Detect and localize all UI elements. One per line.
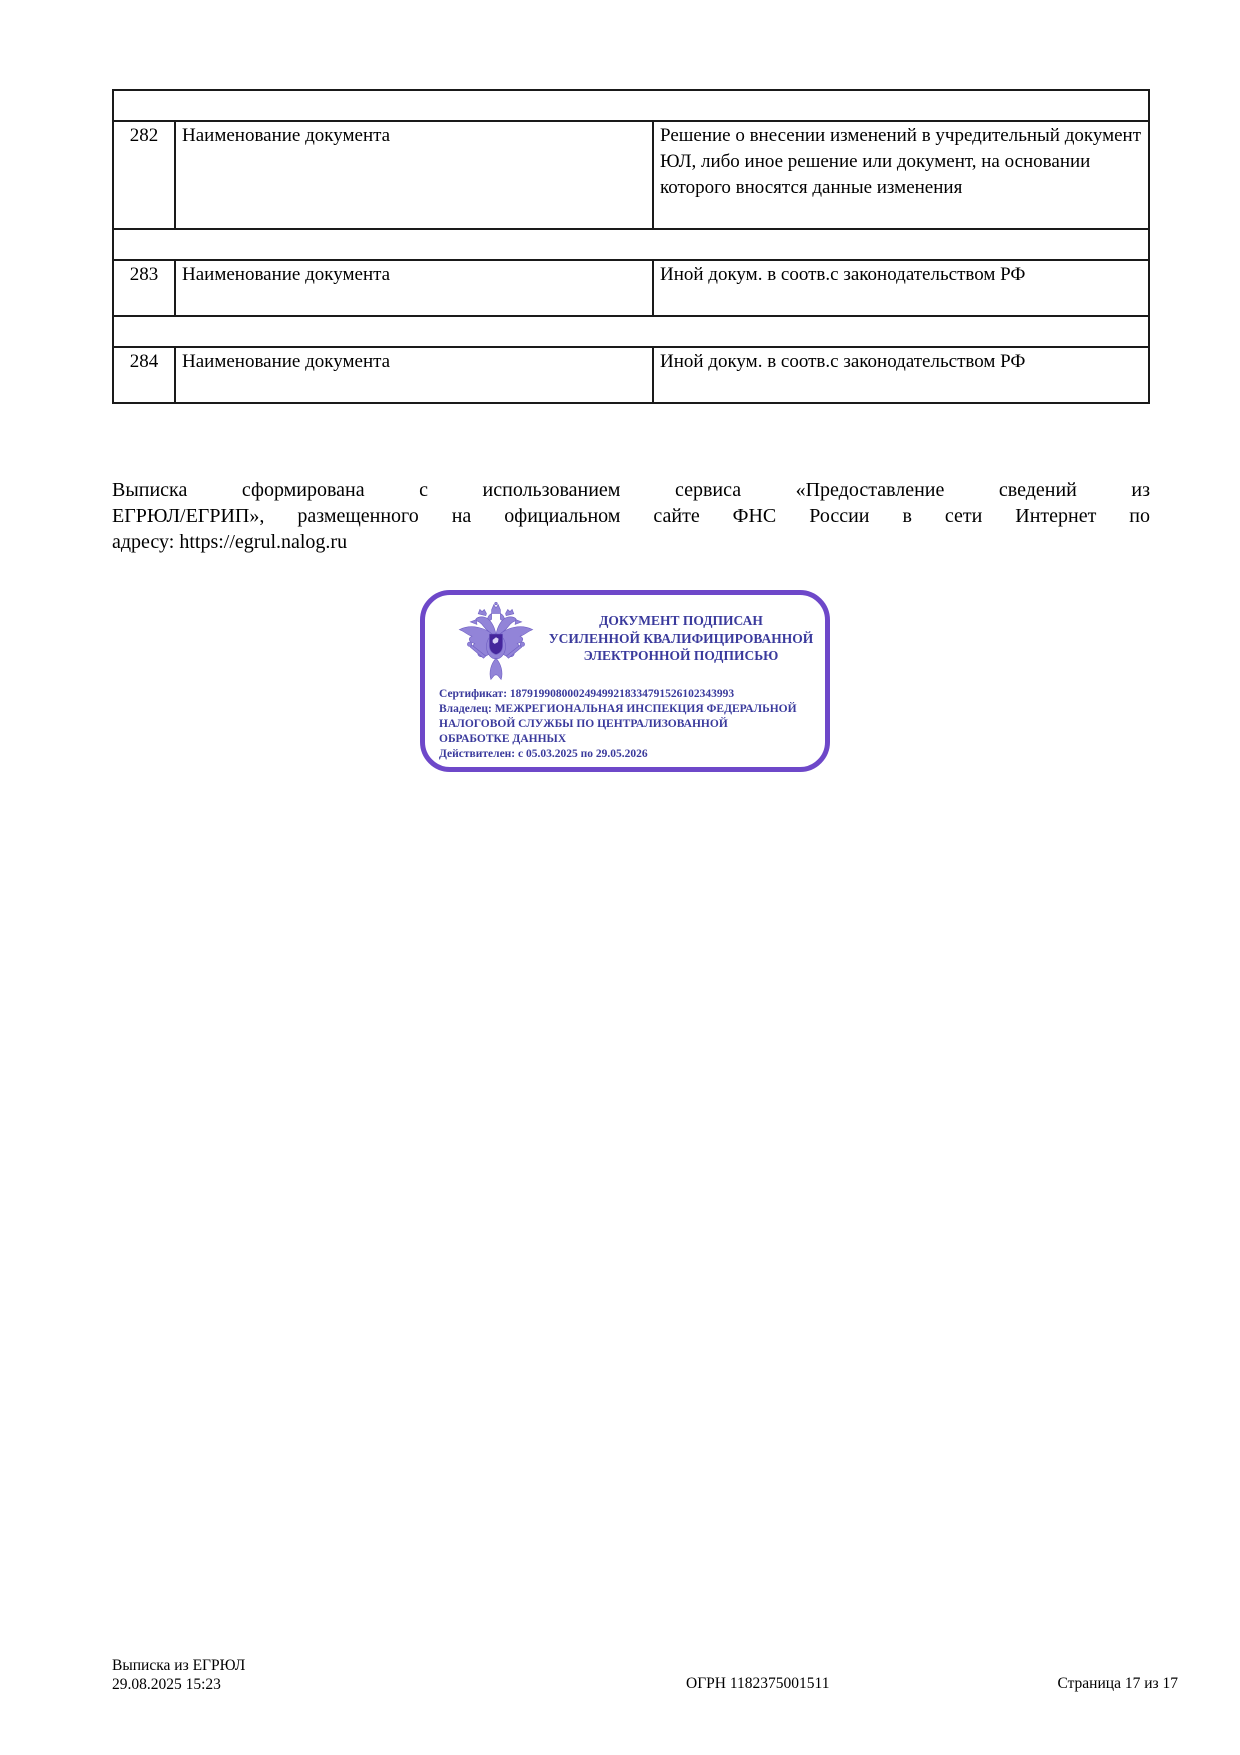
documents-table (112, 89, 1150, 404)
validity-line (439, 747, 797, 762)
footer-ogrn: ОГРН 1182375001511 (686, 1675, 830, 1692)
signature-stamp (420, 590, 830, 772)
stamp-title-line: ЭЛЕКТРОННОЙ ПОДПИСЬЮ (583, 648, 779, 663)
row-value: Иной докум. в соотв.с законодательством РФ (653, 260, 1149, 316)
owner-label: Владелец: (439, 703, 492, 715)
table-spacer-row (113, 90, 1149, 121)
stamp-title-line: УСИЛЕННОЙ КВАЛИФИЦИРОВАННОЙ (548, 630, 814, 646)
footer-page-number: Страница 17 из 17 (1057, 1675, 1178, 1692)
certificate-line (439, 687, 797, 702)
validity-label: Действителен: (439, 748, 516, 760)
service-note-line: Выписка сформирована с использованием сервиса «Предоставление сведений из (112, 479, 1150, 501)
stamp-details (439, 687, 797, 762)
table-spacer-row (113, 229, 1149, 260)
owner-value: МЕЖРЕГИОНАЛЬНАЯ ИНСПЕКЦИЯ ФЕДЕРАЛЬНОЙ НАЛОГОВОЙ СЛУЖБЫ ПО ЦЕНТРАЛИЗОВАННОЙ ОБРАБОТКЕ ДАННЫХ (439, 703, 797, 745)
service-note-line: адресу: https://egrul.nalog.ru (112, 531, 348, 553)
footer-datetime: 29.08.2025 15:23 (112, 1676, 221, 1693)
certificate-label: Сертификат: (439, 688, 508, 700)
empty-cell (113, 229, 1149, 260)
owner-line (439, 702, 797, 747)
empty-cell (113, 90, 1149, 121)
row-label: Наименование документа (175, 347, 653, 403)
empty-cell (113, 316, 1149, 347)
footer-doc-type: Выписка из ЕГРЮЛ (112, 1657, 246, 1674)
row-number: 284 (113, 347, 175, 403)
row-number: 283 (113, 260, 175, 316)
table-spacer-row (113, 316, 1149, 347)
stamp-title-line: ДОКУМЕНТ ПОДПИСАН (599, 613, 763, 628)
row-label: Наименование документа (175, 260, 653, 316)
coat-of-arms-icon (449, 601, 543, 689)
table-row (113, 121, 1149, 229)
service-note (112, 477, 1150, 555)
table-row (113, 347, 1149, 403)
validity-value: с 05.03.2025 по 29.05.2026 (518, 748, 648, 760)
row-label: Наименование документа (175, 121, 653, 229)
row-value: Решение о внесении изменений в учредительный документ ЮЛ, либо иное решение или документ, на основании которого вносятся данные изменения (653, 121, 1149, 229)
footer-left (112, 1656, 245, 1694)
certificate-value: 187919908000249499218334791526102343993 (509, 688, 735, 700)
service-note-line: ЕГРЮЛ/ЕГРИП», размещенного на официальном сайте ФНС России в сети Интернет по (112, 505, 1150, 527)
table-row (113, 260, 1149, 316)
row-value: Иной докум. в соотв.с законодательством РФ (653, 347, 1149, 403)
stamp-title (541, 612, 821, 665)
row-number: 282 (113, 121, 175, 229)
